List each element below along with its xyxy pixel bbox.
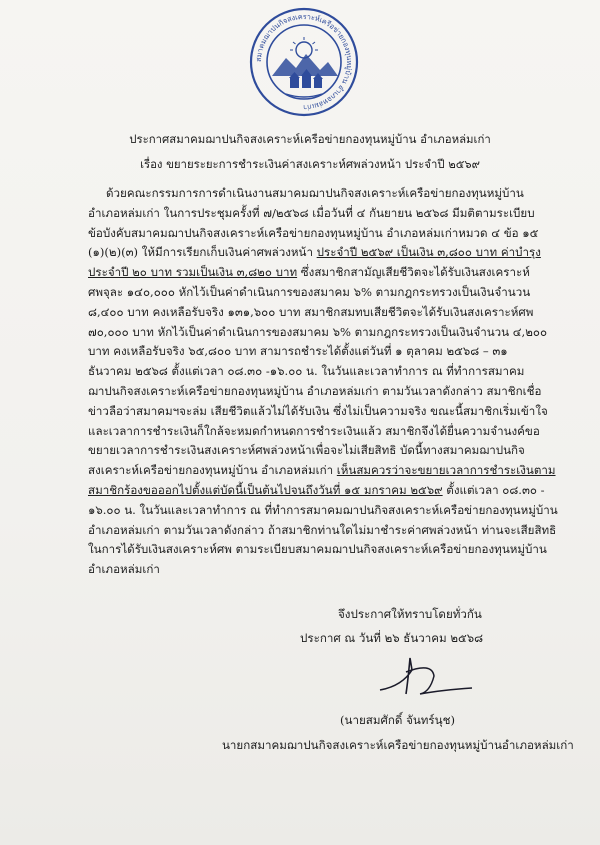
- body-line: บาท คงเหลือรับจริง ๖๕,๘๐๐ บาท สามารถชำระได้ตั้งแต่วันที่ ๑ ตุลาคม ๒๕๖๘ – ๓๑: [88, 344, 508, 359]
- body-line: ข้อบังคับสมาคมฌาปนกิจสงเคราะห์เครือข่ายกองทุนหมู่บ้าน อำเภอหล่มเก่าหมวด ๔ ข้อ ๑๕: [88, 225, 539, 240]
- body-line: ๗๐,๐๐๐ บาท หักไว้เป็นค่าดำเนินการของสมาคม ๖% ตามกฎกระทรวงเป็นเงินจำนวน ๔,๒๐๐: [88, 324, 548, 339]
- signer-name: (นายสมศักดิ์ จันทร์นุช): [340, 713, 455, 727]
- underlined-deadline-text: สมาชิกร้องขอออกไปตั้งแต่บัดนี้เป็นต้นไปจนถึงวันที่ ๑๕ มกราคม ๒๕๖๙: [88, 482, 443, 497]
- body-line: [88, 481, 576, 501]
- body-line: ด้วยคณะกรรมการการดำเนินงานสมาคมฌาปนกิจสงเคราะห์เครือข่ายกองทุนหมู่บ้าน: [106, 186, 524, 200]
- underlined-total-text: ประจำปี ๒๐ บาท รวมเป็นเงิน ๓,๘๒๐ บาท: [88, 265, 298, 280]
- body-line: อำเภอหล่มเก่า ตามวันเวลาดังกล่าว ถ้าสมาชิกท่านใดไม่มาชำระค่าศพล่วงหน้า ท่านจะเสียสิทธิ: [88, 522, 557, 537]
- body-line: ศพจุละ ๑๔๐,๐๐๐ หักไว้เป็นค่าดำเนินการของสมาคม ๖% ตามกฎกระทรวงเป็นเงินจำนวน: [88, 284, 531, 299]
- body-line: อำเภอหล่มเก่า ในการประชุมครั้งที่ ๗/๒๕๖๘ เมื่อวันที่ ๔ กันยายน ๒๕๖๘ มีมติตามระเบียบ: [88, 205, 535, 220]
- body-line-part: สงเคราะห์เครือข่ายกองทุนหมู่บ้าน อำเภอหล่มเก่า: [88, 463, 337, 478]
- underlined-extension-text: เห็นสมควรว่าจะขยายเวลาการชำระเงินตาม: [336, 463, 556, 478]
- body-line: [88, 263, 576, 283]
- announcement-subject: เรื่อง ขยายระยะการชำระเงินค่าสงเคราะห์ศพล่วงหน้า ประจำปี ๒๕๖๙: [140, 157, 480, 171]
- closing-statement: จึงประกาศให้ทราบโดยทั่วกัน: [338, 607, 482, 621]
- announcement-body: [88, 184, 576, 580]
- body-line: ๑๖.๐๐ น. ในวันและเวลาทำการ ณ ที่ทำการสมาคมฌาปนกิจสงเคราะห์เครือข่ายกองทุนหมู่บ้าน: [88, 502, 558, 517]
- body-line: ขยายเวลาการชำระเงินสงเคราะห์ศพล่วงหน้าเพื่อจะไม่เสียสิทธิ บัดนี้ทางสมาคมฌาปนกิจ: [88, 443, 525, 458]
- body-line: [88, 461, 576, 481]
- announcement-title: ประกาศสมาคมฌาปนกิจสงเคราะห์เครือข่ายกองทุนหมู่บ้าน อำเภอหล่มเก่า: [129, 132, 491, 146]
- underlined-fee-text: ประจำปี ๒๕๖๙ เป็นเงิน ๓,๘๐๐ บาท ค่าบำรุง: [316, 245, 541, 260]
- body-line: ฌาปนกิจสงเคราะห์เครือข่ายกองทุนหมู่บ้าน อำเภอหล่มเก่า ตามวันเวลาดังกล่าว สมาชิกเชื่อ: [88, 383, 542, 398]
- body-line: ในการได้รับเงินสงเคราะห์ศพ ตามระเบียบสมาคมฌาปนกิจสงเคราะห์เครือข่ายกองทุนหมู่บ้าน: [88, 542, 547, 557]
- body-line-part: ซึ่งสมาชิกสามัญเสียชีวิตจะได้รับเงินสงเคราะห์: [297, 265, 530, 280]
- association-seal-icon: [248, 6, 360, 118]
- seal-ring-text: สมาคมฌาปนกิจสงเคราะห์เครือข่ายกองทุนหมู่บ้าน อำเภอหล่มเก่า: [253, 11, 355, 113]
- body-line: และเวลาการชำระเงินก็ใกล้จะหมดกำหนดการชำระเงินแล้ว สมาชิกจึงได้ยื่นความจำนงค์ขอ: [88, 423, 540, 438]
- body-line: [88, 243, 576, 263]
- body-line-part: ตั้งแต่เวลา ๐๘.๓๐ -: [442, 482, 545, 497]
- body-line: ข่าวลือว่าสมาคมฯจะล่ม เสียชีวิตแล้วไม่ได้รับเงิน ซึ่งไม่เป็นความจริง ขณะนี้สมาชิกเริ่มเข้าใจ: [88, 403, 548, 418]
- body-line: ๘,๔๐๐ บาท คงเหลือรับจริง ๑๓๑,๖๐๐ บาท สมาชิกสมทบเสียชีวิตจะได้รับเงินสงเคราะห์ศพ: [88, 304, 534, 319]
- issue-date: ประกาศ ณ วันที่ ๒๖ ธันวาคม ๒๕๖๘: [300, 631, 484, 645]
- body-line-part: (๑)(๒)(๓) ให้มีการเรียกเก็บเงินค่าศพล่วงหน้า: [88, 245, 317, 260]
- body-line: อำเภอหล่มเก่า: [88, 562, 160, 577]
- signer-title: นายกสมาคมฌาปนกิจสงเคราะห์เครือข่ายกองทุนหมู่บ้านอำเภอหล่มเก่า: [222, 738, 574, 752]
- handwritten-signature-icon: [372, 650, 482, 706]
- body-line: ธันวาคม ๒๕๖๘ ตั้งแต่เวลา ๐๘.๓๐ -๑๖.๐๐ น. ในวันและเวลาทำการ ณ ที่ทำการสมาคม: [88, 364, 525, 379]
